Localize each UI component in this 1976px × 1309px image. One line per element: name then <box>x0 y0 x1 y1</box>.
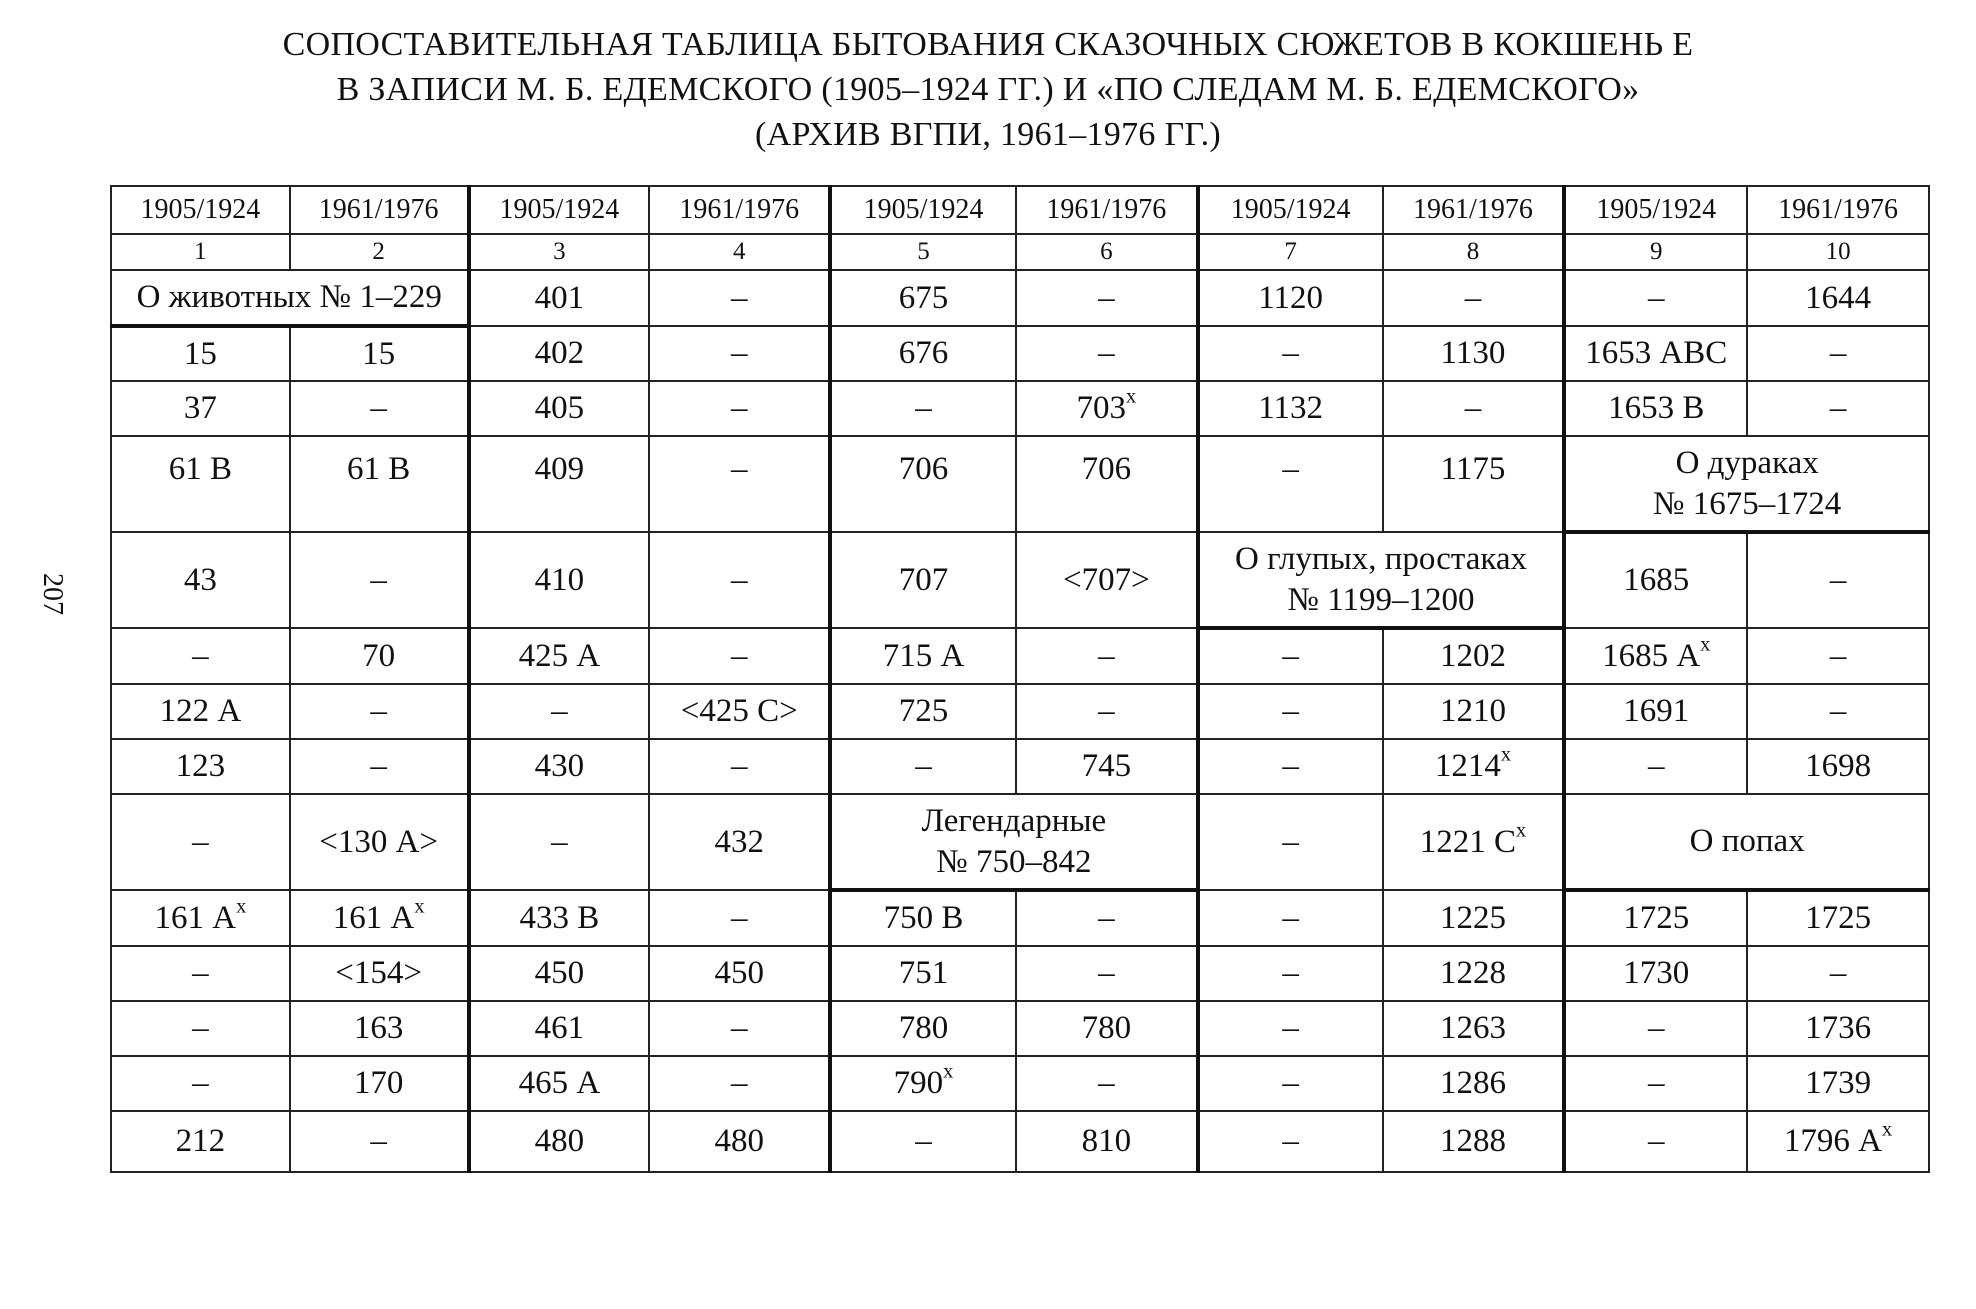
table-cell: – <box>1016 684 1198 739</box>
table-cell: 780 <box>830 1001 1016 1056</box>
table-cell: – <box>1016 1056 1198 1111</box>
table-row <box>111 946 1929 1001</box>
table-cell: 401 <box>469 270 650 326</box>
table-cell: 1698 <box>1747 739 1929 794</box>
table-cell: 1202 <box>1383 628 1565 684</box>
table-cell: 123 <box>111 739 290 794</box>
index-cell: 6 <box>1016 234 1198 270</box>
table-cell: – <box>1198 739 1383 794</box>
table-cell: 1685 <box>1564 532 1747 628</box>
table-cell: – <box>1198 890 1383 946</box>
header-cell: 1905/1924 <box>830 186 1016 234</box>
table-cell: – <box>830 381 1016 436</box>
table-cell: 212 <box>111 1111 290 1172</box>
cell-value: 1214 <box>1434 748 1501 784</box>
header-cell: 1961/1976 <box>1383 186 1565 234</box>
section-fools-range: № 1675–1724 <box>1653 485 1842 522</box>
cell-value: 1685 А <box>1602 637 1701 674</box>
section-fools <box>1564 436 1929 532</box>
page-title <box>0 22 1976 157</box>
title-line-1: СОПОСТАВИТЕЛЬНАЯ ТАБЛИЦА БЫТОВАНИЯ СКАЗОЧНЫХ СЮЖЕТОВ В КОКШЕНЬ Е <box>282 26 1694 63</box>
table-cell: 675 <box>830 270 1016 326</box>
header-cell: 1905/1924 <box>1198 186 1383 234</box>
table-cell: <425 С> <box>649 684 830 739</box>
table-cell: – <box>1747 946 1929 1001</box>
table-cell: <154> <box>290 946 469 1001</box>
title-line-3: (АРХИВ ВГПИ, 1961–1976 ГГ.) <box>754 116 1221 153</box>
table-cell: 430 <box>469 739 650 794</box>
table-cell: – <box>1016 946 1198 1001</box>
table-cell: – <box>1198 436 1383 532</box>
sup-marker: х <box>1882 1118 1893 1141</box>
table-cell: 70 <box>290 628 469 684</box>
cell-value: 161 А <box>332 899 415 936</box>
table-cell: 1653 АВС <box>1564 326 1747 381</box>
table-cell: – <box>1383 381 1565 436</box>
header-cell: 1905/1924 <box>111 186 290 234</box>
table-cell: – <box>290 684 469 739</box>
table-cell: 465 А <box>469 1056 650 1111</box>
table-cell: – <box>649 1056 830 1111</box>
section-fools-title: О дураках <box>1675 444 1819 481</box>
table-cell: 450 <box>649 946 830 1001</box>
comparison-table <box>110 185 1930 1173</box>
table-cell: 1132 <box>1198 381 1383 436</box>
table-cell: – <box>1198 1056 1383 1111</box>
table-cell: 15 <box>111 326 290 381</box>
table-cell: 15 <box>290 326 469 381</box>
table-cell <box>1016 381 1198 436</box>
table-cell: – <box>1198 684 1383 739</box>
header-cell: 1961/1976 <box>1747 186 1929 234</box>
sup-marker: х <box>1125 385 1137 408</box>
table-cell: 61 В <box>290 436 469 532</box>
section-legendary <box>830 794 1198 890</box>
table-row <box>111 1111 1929 1172</box>
table-cell: – <box>1016 890 1198 946</box>
section-stupid-range: № 1199–1200 <box>1287 581 1475 618</box>
table-cell: – <box>1383 270 1565 326</box>
table-cell: 706 <box>830 436 1016 532</box>
table-cell: – <box>1564 270 1747 326</box>
index-cell: 2 <box>290 234 469 270</box>
table-cell: – <box>1198 794 1383 890</box>
table-cell: 450 <box>469 946 650 1001</box>
table-cell: <707> <box>1016 532 1198 628</box>
table-row <box>111 436 1929 532</box>
table-row <box>111 326 1929 381</box>
table-cell: 706 <box>1016 436 1198 532</box>
table-cell: 1725 <box>1747 890 1929 946</box>
table-cell <box>111 890 290 946</box>
table-cell: – <box>469 684 650 739</box>
index-cell: 7 <box>1198 234 1383 270</box>
table-cell: – <box>1747 381 1929 436</box>
table-row <box>111 270 1929 326</box>
header-cell: 1961/1976 <box>1016 186 1198 234</box>
section-animals: О животных № 1–229 <box>111 270 469 326</box>
table-cell: <130 А> <box>290 794 469 890</box>
cell-value: 703 <box>1076 390 1126 426</box>
title-line-2: В ЗАПИСИ М. Б. ЕДЕМСКОГО (1905–1924 ГГ.) И «ПО СЛЕДАМ М. Б. ЕДЕМСКОГО» <box>336 71 1640 108</box>
cell-value: 161 А <box>154 899 237 936</box>
header-cell: 1961/1976 <box>649 186 830 234</box>
table-cell: – <box>830 1111 1016 1172</box>
index-cell: 8 <box>1383 234 1565 270</box>
table-cell <box>1747 1111 1929 1172</box>
table-cell: – <box>1198 1001 1383 1056</box>
table-cell: 1736 <box>1747 1001 1929 1056</box>
table-cell: – <box>111 628 290 684</box>
table-cell: 1653 В <box>1564 381 1747 436</box>
table-cell: 163 <box>290 1001 469 1056</box>
table-cell: – <box>649 1001 830 1056</box>
index-cell: 4 <box>649 234 830 270</box>
table-cell: 1725 <box>1564 890 1747 946</box>
sup-marker: х <box>1515 819 1527 842</box>
table-cell: 1210 <box>1383 684 1565 739</box>
index-cell: 5 <box>830 234 1016 270</box>
table-cell: – <box>649 326 830 381</box>
section-stupid-title: О глупых, простаках <box>1235 540 1528 577</box>
sup-marker: х <box>236 895 247 918</box>
table-cell: 405 <box>469 381 650 436</box>
table-cell: – <box>1564 739 1747 794</box>
table-cell <box>1383 739 1565 794</box>
table-cell: – <box>830 739 1016 794</box>
table-row <box>111 532 1929 628</box>
header-cell: 1905/1924 <box>1564 186 1747 234</box>
table-cell: 1263 <box>1383 1001 1565 1056</box>
sup-marker: х <box>943 1060 954 1083</box>
table-cell: – <box>1747 628 1929 684</box>
table-cell: – <box>1198 1111 1383 1172</box>
index-cell: 9 <box>1564 234 1747 270</box>
table-cell: – <box>649 436 830 532</box>
header-row <box>111 186 1929 234</box>
table-cell: 1225 <box>1383 890 1565 946</box>
table-cell: 780 <box>1016 1001 1198 1056</box>
table-row <box>111 1001 1929 1056</box>
sup-marker: х <box>1700 633 1711 656</box>
table-cell: – <box>1198 946 1383 1001</box>
table-cell: – <box>1198 628 1383 684</box>
table-cell: 1228 <box>1383 946 1565 1001</box>
cell-value: 1796 А <box>1783 1123 1882 1159</box>
table-cell: 61 В <box>111 436 290 532</box>
table-cell: 461 <box>469 1001 650 1056</box>
table-cell <box>1383 794 1565 890</box>
table-cell: – <box>111 794 290 890</box>
table-cell: 1286 <box>1383 1056 1565 1111</box>
table-cell: 1120 <box>1198 270 1383 326</box>
table-cell: 1130 <box>1383 326 1565 381</box>
table-cell: – <box>1747 684 1929 739</box>
table-cell: – <box>1747 326 1929 381</box>
cell-value: 1221 С <box>1419 823 1516 860</box>
table-cell: 43 <box>111 532 290 628</box>
table-cell: – <box>1198 326 1383 381</box>
table-cell: – <box>649 270 830 326</box>
header-cell: 1961/1976 <box>290 186 469 234</box>
table-row <box>111 1056 1929 1111</box>
table-cell: 122 А <box>111 684 290 739</box>
table-cell: 170 <box>290 1056 469 1111</box>
table-cell: – <box>649 890 830 946</box>
section-priests: О попах <box>1564 794 1929 890</box>
table-cell: 1739 <box>1747 1056 1929 1111</box>
table-cell: – <box>469 794 650 890</box>
table-cell: 715 А <box>830 628 1016 684</box>
table-cell: – <box>1564 1001 1747 1056</box>
sup-marker: х <box>1500 743 1512 766</box>
table-cell: – <box>1016 326 1198 381</box>
table-row <box>111 381 1929 436</box>
table-cell: 751 <box>830 946 1016 1001</box>
table-cell: – <box>111 1056 290 1111</box>
table-cell: 1691 <box>1564 684 1747 739</box>
table-row <box>111 628 1929 684</box>
table-row <box>111 684 1929 739</box>
table-cell: 707 <box>830 532 1016 628</box>
table-cell: – <box>290 739 469 794</box>
cell-value: 790 <box>893 1065 944 1101</box>
table-cell: – <box>1016 270 1198 326</box>
page-number: 207 <box>37 573 68 615</box>
header-cell: 1905/1924 <box>469 186 650 234</box>
table-cell: 480 <box>649 1111 830 1172</box>
table-cell: – <box>1747 532 1929 628</box>
index-cell: 10 <box>1747 234 1929 270</box>
section-legendary-range: № 750–842 <box>936 843 1092 880</box>
index-cell: 1 <box>111 234 290 270</box>
table-cell: 1644 <box>1747 270 1929 326</box>
table-cell: 725 <box>830 684 1016 739</box>
table-cell: – <box>1564 1056 1747 1111</box>
table-cell: 810 <box>1016 1111 1198 1172</box>
table-cell: – <box>111 946 290 1001</box>
table-cell: 750 В <box>830 890 1016 946</box>
table-cell <box>1564 628 1747 684</box>
sup-marker: х <box>414 895 425 918</box>
table-cell: – <box>290 1111 469 1172</box>
table-cell: – <box>1564 1111 1747 1172</box>
table-cell: 1730 <box>1564 946 1747 1001</box>
section-legendary-title: Легендарные <box>921 802 1107 839</box>
table-cell: – <box>649 628 830 684</box>
table-cell: – <box>290 381 469 436</box>
table-cell: 409 <box>469 436 650 532</box>
table-cell <box>830 1056 1016 1111</box>
table-cell: 433 В <box>469 890 650 946</box>
table-cell: – <box>290 532 469 628</box>
table-cell: 37 <box>111 381 290 436</box>
table-cell: – <box>649 739 830 794</box>
table-cell: 745 <box>1016 739 1198 794</box>
table-row <box>111 890 1929 946</box>
section-stupid <box>1198 532 1565 628</box>
table-cell: 425 А <box>469 628 650 684</box>
table-cell: 402 <box>469 326 650 381</box>
table-cell: 1175 <box>1383 436 1565 532</box>
table-cell <box>290 890 469 946</box>
index-cell: 3 <box>469 234 650 270</box>
table-row <box>111 739 1929 794</box>
table-row <box>111 794 1929 890</box>
table-cell: 1288 <box>1383 1111 1565 1172</box>
index-row <box>111 234 1929 270</box>
table-cell: 676 <box>830 326 1016 381</box>
table-cell: – <box>1016 628 1198 684</box>
table-cell: – <box>649 381 830 436</box>
table-cell: 410 <box>469 532 650 628</box>
table-cell: 432 <box>649 794 830 890</box>
table-cell: 480 <box>469 1111 650 1172</box>
table-cell: – <box>649 532 830 628</box>
table-cell: – <box>111 1001 290 1056</box>
